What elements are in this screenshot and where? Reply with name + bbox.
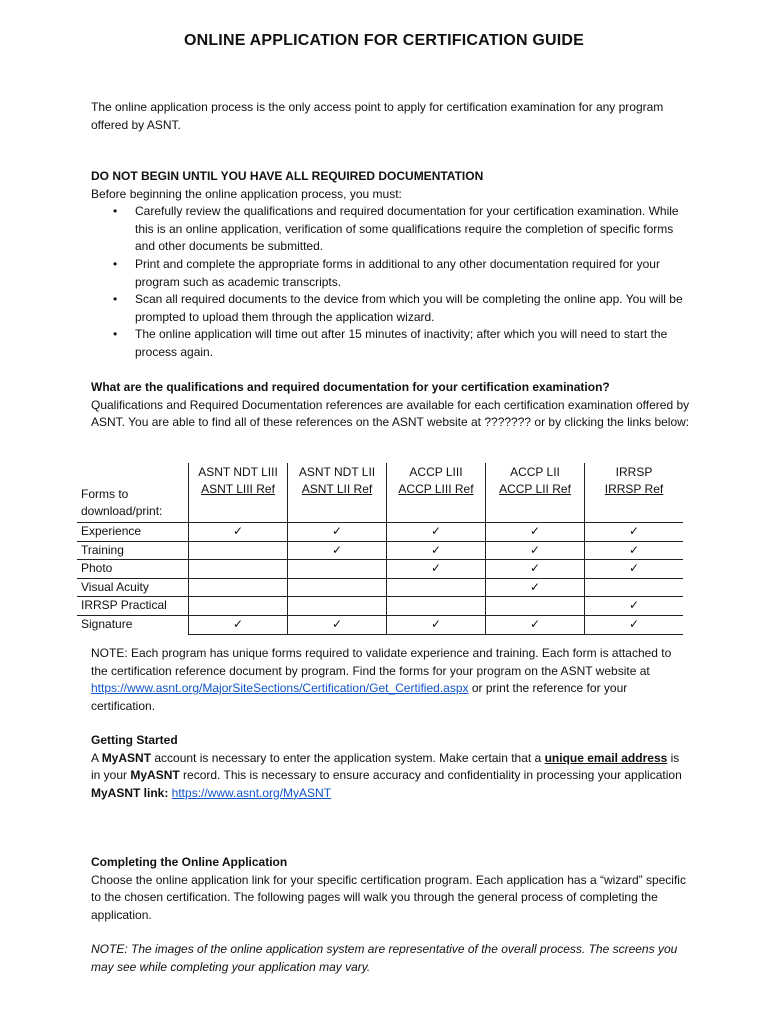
myasnt-link-label: MyASNT link:: [91, 785, 172, 800]
table-row: [77, 615, 683, 634]
checkmark-icon: ✓: [288, 541, 387, 560]
row-label: Training: [81, 542, 124, 557]
myasnt-term: MyASNT: [101, 750, 152, 765]
body-text: A: [91, 750, 102, 765]
checkmark-icon: ✓: [585, 523, 684, 542]
get-certified-link[interactable]: https://www.asnt.org/MajorSiteSections/Certification/Get_Certified.aspx: [91, 681, 469, 696]
checkmark-icon: ✓: [387, 541, 486, 560]
checkmark-icon: ✓: [486, 578, 585, 597]
forms-table-body: [77, 523, 683, 635]
empty-cell: [387, 597, 486, 616]
empty-cell: [585, 578, 684, 597]
note-text: NOTE: Each program has unique forms required to validate experience and training. Each form is attached to the certification reference document by program. Find the forms for your program on the ASNT website at: [91, 646, 672, 678]
column-name: ASNT NDT LII: [298, 465, 376, 479]
row-label: Signature: [81, 617, 133, 632]
checkmark-icon: ✓: [486, 541, 585, 560]
checkmark-icon: ✓: [585, 615, 684, 634]
qualifications-body: Qualifications and Required Documentation references are available for each certification examination offered by ASNT. You are able to find all of these references on the ASNT website at ??????? or by clicking the links below:: [91, 397, 690, 430]
final-note: NOTE: The images of the online application system are representative of the overall process. The screens you may see while completing your application may vary.: [91, 942, 678, 974]
checkmark-icon: ✓: [486, 615, 585, 634]
table-row: [77, 597, 683, 616]
checkmark-icon: ✓: [486, 523, 585, 542]
forms-table: [77, 463, 683, 635]
empty-cell: [387, 578, 486, 597]
getting-started-section: [91, 732, 691, 802]
reference-link-accp-liii[interactable]: ACCP LIII Ref: [398, 482, 474, 496]
reference-link-irrsp[interactable]: IRRSP Ref: [604, 482, 664, 496]
column-name: IRRSP: [615, 465, 653, 479]
reference-link-asnt-lii[interactable]: ASNT LII Ref: [301, 482, 373, 496]
qualifications-section: [91, 379, 691, 432]
row-label: Visual Acuity: [81, 579, 149, 594]
column-name: ACCP LII: [510, 465, 560, 479]
intro-text: The online application process is the only access point to apply for certification examination for any program offered by ASNT.: [91, 100, 664, 132]
checkmark-icon: ✓: [387, 523, 486, 542]
empty-cell: [189, 560, 288, 579]
getting-started-body: [91, 750, 691, 785]
row-label: Experience: [81, 524, 142, 538]
table-row: [77, 523, 683, 542]
note-section: [91, 645, 691, 715]
table-row: [77, 560, 683, 579]
empty-cell: [189, 541, 288, 560]
note-paragraph: [91, 645, 691, 715]
note-text-end: or print the reference for your certification.: [91, 681, 628, 713]
documentation-bullets: [91, 203, 691, 361]
documentation-section: [91, 168, 691, 362]
bullet-item: • Carefully review the qualifications and required documentation for your certification examination. While this is an online application, verification of some qualifications require the completion of specific forms and other documents be submitted.: [91, 203, 691, 256]
myasnt-term: MyASNT: [130, 768, 180, 783]
intro-paragraph: [91, 99, 691, 134]
completing-section: [91, 854, 691, 924]
completing-body: Choose the online application link for your specific certification program. Each application has a “wizard” specific to the chosen certification. The following pages will walk you through the general process of completing the application.: [91, 872, 686, 922]
reference-link-asnt-liii[interactable]: ASNT LIII Ref: [201, 482, 275, 496]
getting-started-heading: Getting Started: [91, 733, 178, 747]
checkmark-icon: ✓: [486, 560, 585, 579]
checkmark-icon: ✓: [189, 615, 288, 634]
qualifications-heading: What are the qualifications and required documentation for your certification examination?: [91, 380, 610, 394]
column-header-asnt-ndt-liii: [189, 463, 288, 523]
bullet-item: • Scan all required documents to the device from which you will be completing the online app. You will be prompted to upload them through the application wizard.: [91, 291, 691, 326]
checkmark-icon: ✓: [585, 560, 684, 579]
checkmark-icon: ✓: [387, 615, 486, 634]
empty-cell: [288, 560, 387, 579]
checkmark-icon: ✓: [288, 523, 387, 542]
empty-cell: [288, 578, 387, 597]
table-row: [77, 578, 683, 597]
column-header-irrsp: [585, 463, 684, 523]
bullet-item: • The online application will time out after 15 minutes of inactivity; after which you will need to start the process again.: [91, 326, 691, 361]
documentation-heading: DO NOT BEGIN UNTIL YOU HAVE ALL REQUIRED DOCUMENTATION: [91, 169, 484, 183]
column-header-accp-lii: [486, 463, 585, 523]
column-name: ASNT NDT LIII: [198, 465, 278, 479]
body-text: account is necessary to enter the application system. Make certain that a: [151, 750, 545, 765]
checkmark-icon: ✓: [387, 560, 486, 579]
body-text: is in your: [91, 750, 680, 783]
completing-heading: Completing the Online Application: [91, 855, 288, 869]
column-name: ACCP LIII: [409, 465, 463, 479]
forms-row-header: Forms to download/print:: [81, 487, 163, 518]
checkmark-icon: ✓: [288, 615, 387, 634]
checkmark-icon: ✓: [585, 597, 684, 616]
body-text: record. This is necessary to ensure accuracy and confidentiality in processing your application: [179, 768, 682, 783]
final-note-section: [91, 941, 691, 976]
row-label: IRRSP Practical: [81, 598, 167, 613]
checkmark-icon: ✓: [189, 523, 288, 542]
empty-cell: [189, 578, 288, 597]
empty-cell: [486, 597, 585, 616]
reference-link-accp-lii[interactable]: ACCP LII Ref: [499, 482, 571, 496]
checkmark-icon: ✓: [585, 541, 684, 560]
empty-cell: [288, 597, 387, 616]
column-header-asnt-ndt-lii: [288, 463, 387, 523]
myasnt-link[interactable]: https://www.asnt.org/MyASNT: [171, 785, 332, 800]
page-title: ONLINE APPLICATION FOR CERTIFICATION GUIDE: [183, 32, 585, 49]
documentation-lead: Before beginning the online application process, you must:: [91, 186, 402, 201]
unique-email-term: unique email address: [544, 750, 668, 765]
empty-cell: [189, 597, 288, 616]
row-label: Photo: [81, 561, 113, 576]
bullet-item: • Print and complete the appropriate forms in additional to any other documentation required for your program such as academic transcripts.: [91, 256, 691, 291]
column-header-accp-liii: [387, 463, 486, 523]
myasnt-link-line: [91, 785, 691, 803]
table-row: [77, 541, 683, 560]
